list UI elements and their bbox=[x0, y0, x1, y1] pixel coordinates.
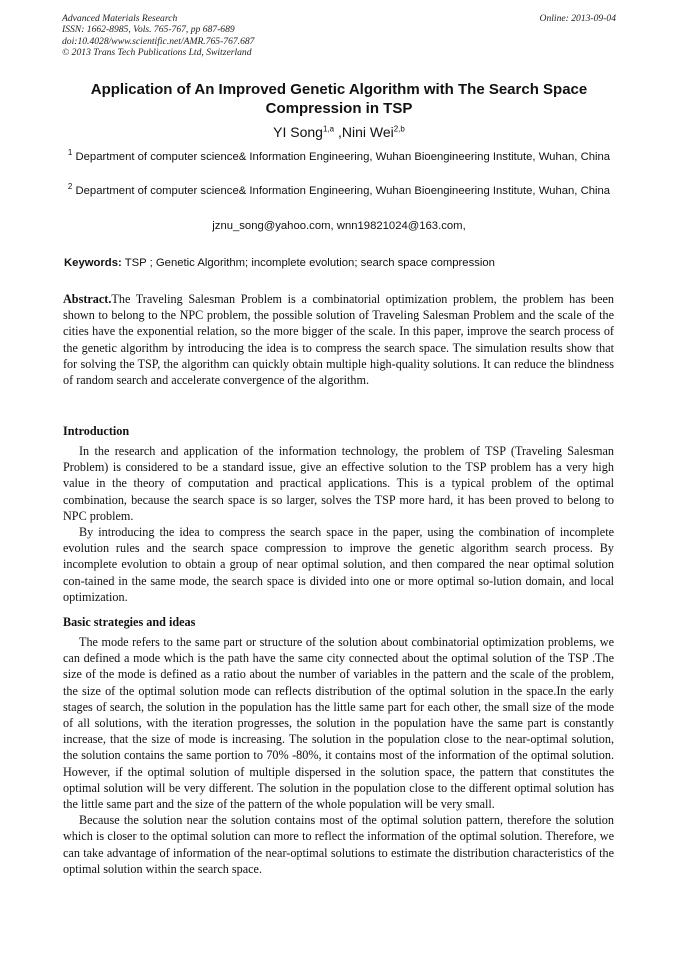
author-emails: jznu_song@yahoo.com, wnn19821024@163.com, bbox=[212, 220, 466, 232]
paragraph: By introducing the idea to compress the search space in the paper, using the combination of incomplete evolution rules and the search space compression to improve the genetic algorithm search process. By incomplete evolution to obtain a group of near optimal solution, and then compared the near optimal solution con-tained in the same mode, the search space is divided into one or more optimal so-lution domain, and local optimization. bbox=[63, 525, 614, 604]
journal-copyright: © 2013 Trans Tech Publications Ltd, Switzerland bbox=[62, 47, 252, 59]
affiliation-2 bbox=[62, 184, 616, 199]
affiliation-1 bbox=[62, 150, 616, 165]
journal-name: Advanced Materials Research bbox=[62, 13, 178, 24]
abstract-label: Abstract. bbox=[63, 292, 112, 306]
affiliation-1-text: Department of computer science& Information Engineering, Wuhan Bioengineering Institute, Wuhan, China bbox=[75, 151, 611, 163]
introduction-body bbox=[63, 443, 614, 605]
keywords-label: Keywords: bbox=[64, 257, 122, 269]
author-line bbox=[62, 124, 616, 140]
affiliation-1-num: 1 bbox=[67, 148, 73, 158]
keywords bbox=[64, 257, 495, 269]
abstract-text: The Traveling Salesman Problem is a combinatorial optimization problem, the problem has been shown to belong to the NPC problem, the possible solution of Traveling Salesman Problem and the scale of the cities have the exponential relation, so the more bigger of the scale. In this paper, improve the search process of the genetic algorithm by introducing the idea is to compress the search space. The simulation results show that for solving the TSP, the algorithm can quickly obtain multiple high-quality solutions. It can reduce the blindness of random search and accelerate convergence of the algorithm. bbox=[63, 292, 614, 388]
journal-doi: doi:10.4028/www.scientific.net/AMR.765-767.687 bbox=[62, 35, 255, 47]
author-1-name: YI Song bbox=[273, 124, 323, 140]
online-date: Online: 2013-09-04 bbox=[539, 13, 616, 24]
keywords-text: TSP ; Genetic Algorithm; incomplete evolution; search space compression bbox=[124, 257, 495, 269]
basic-strategies-body bbox=[63, 634, 614, 877]
journal-issn: ISSN: 1662-8985, Vols. 765-767, pp 687-689 bbox=[62, 24, 235, 36]
paper-title: Application of An Improved Genetic Algorithm with The Search Space Compression in TSP bbox=[90, 81, 588, 117]
author-2-sup: 2,b bbox=[393, 124, 405, 134]
paragraph: In the research and application of the information technology, the problem of TSP (Traveling Salesman Problem) is considered to be a standard issue, give an effective solution to the TSP problem has a very high value in the theory of computation and practical applications. This is a typical problem of the optimal combination, because the search space is so larger, solves the TSP more hard, it has been proved to belong to NPC problem. bbox=[63, 444, 614, 523]
affiliation-2-text: Department of computer science& Information Engineering, Wuhan Bioengineering Institute, Wuhan, China bbox=[75, 185, 611, 197]
author-2-name: Nini Wei bbox=[341, 124, 394, 140]
author-1-sup: 1,a bbox=[322, 124, 335, 134]
paragraph: The mode refers to the same part or structure of the solution about combinatorial optimization problems, we can defined a mode which is the path have the same city connected about the optimal solution of the TSP .The size of the mode is defined as a ratio about the number of variables in the pattern and the scale of the problem, the size of the optimal solution mode can reflects distribution of the optimal solution in the space.In the early stages of search, the solution in the population has the little same part for each other, the small size of the mode of all solutions, with the iteration progresses, the solution in the population have the same part is constantly increase, that the size of mode is increasing. The solution in the population close to the near-optimal solution, the solution contains the same portion to 70% -80%, it contains most of the information of the optimal solution. However, if the optimal solution of multiple dispersed in the solution space, the pattern that constitutes the optimal solution will be very different. The solution in the population close to the different optimal solution has the little same part and the size of the pattern of the whole population will be very small. bbox=[63, 635, 614, 812]
paragraph: Because the solution near the solution contains most of the optimal solution pattern, therefore the solution which is closer to the optimal solution can more to reflect the information of the optimal solution. Therefore, we can take advantage of information of the near-optimal solutions to estimate the distribution characteristics of the optimal solution within the search space. bbox=[63, 813, 614, 876]
journal-header bbox=[62, 13, 616, 59]
affiliation-2-num: 2 bbox=[67, 182, 73, 192]
section-heading-basic-strategies: Basic strategies and ideas bbox=[63, 615, 196, 629]
author-separator: , bbox=[334, 124, 342, 140]
section-heading-introduction: Introduction bbox=[63, 424, 130, 438]
abstract bbox=[63, 291, 614, 388]
